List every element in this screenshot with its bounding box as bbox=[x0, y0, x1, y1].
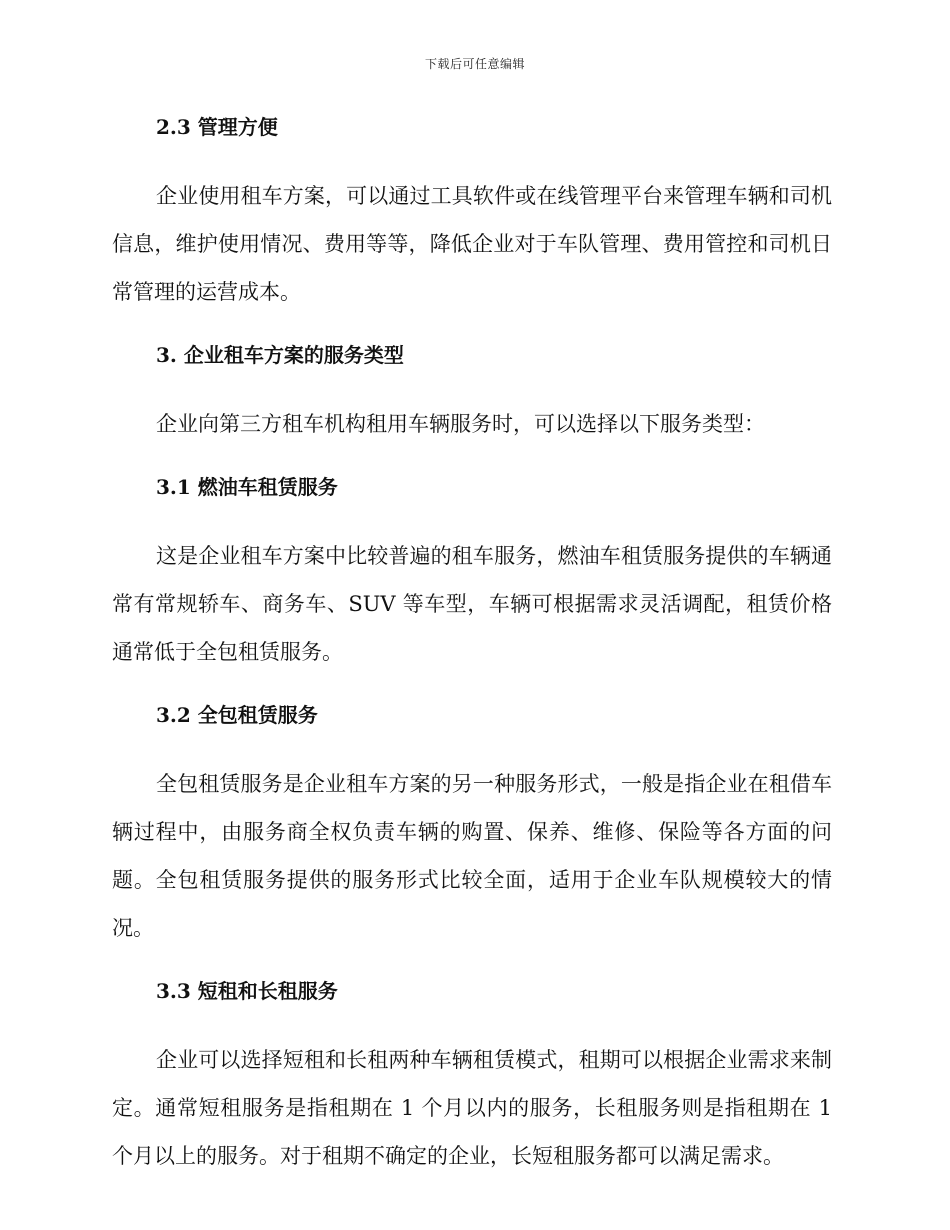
section-heading: 3.3 短租和长租服务 bbox=[156, 979, 338, 1003]
section-short-long-rental bbox=[112, 972, 832, 1180]
page-header-note: 下载后可任意编辑 bbox=[424, 57, 525, 71]
section-heading: 3. 企业租车方案的服务类型 bbox=[156, 343, 404, 367]
section-management-convenience bbox=[112, 108, 832, 316]
section-heading: 3.2 全包租赁服务 bbox=[156, 703, 318, 727]
section-heading: 2.3 管理方便 bbox=[156, 115, 278, 139]
section-heading: 3.1 燃油车租赁服务 bbox=[156, 475, 338, 499]
section-service-types bbox=[112, 336, 832, 448]
section-paragraph: 企业使用租车方案，可以通过工具软件或在线管理平台来管理车辆和司机信息，维护使用情况、费用等等，降低企业对于车队管理、费用管控和司机日常管理的运营成本。 bbox=[112, 184, 832, 304]
section-fuel-car-rental bbox=[112, 468, 832, 676]
section-paragraph: 企业向第三方租车机构租用车辆服务时，可以选择以下服务类型： bbox=[156, 412, 765, 436]
document-content bbox=[112, 108, 832, 1200]
section-paragraph: 这是企业租车方案中比较普遍的租车服务，燃油车租赁服务提供的车辆通常有常规轿车、商务车、SUV 等车型，车辆可根据需求灵活调配，租赁价格通常低于全包租赁服务。 bbox=[112, 544, 832, 664]
section-paragraph: 企业可以选择短租和长租两种车辆租赁模式，租期可以根据企业需求来制定。通常短租服务是指租期在 1 个月以内的服务，长租服务则是指租期在 1 个月以上的服务。对于租期不确定的企业，长短租服务都可以满足需求。 bbox=[112, 1048, 832, 1168]
section-full-service-rental bbox=[112, 696, 832, 952]
section-paragraph: 全包租赁服务是企业租车方案的另一种服务形式，一般是指企业在租借车辆过程中，由服务商全权负责车辆的购置、保养、维修、保险等各方面的问题。全包租赁服务提供的服务形式比较全面，适用于企业车队规模较大的情况。 bbox=[112, 772, 832, 940]
